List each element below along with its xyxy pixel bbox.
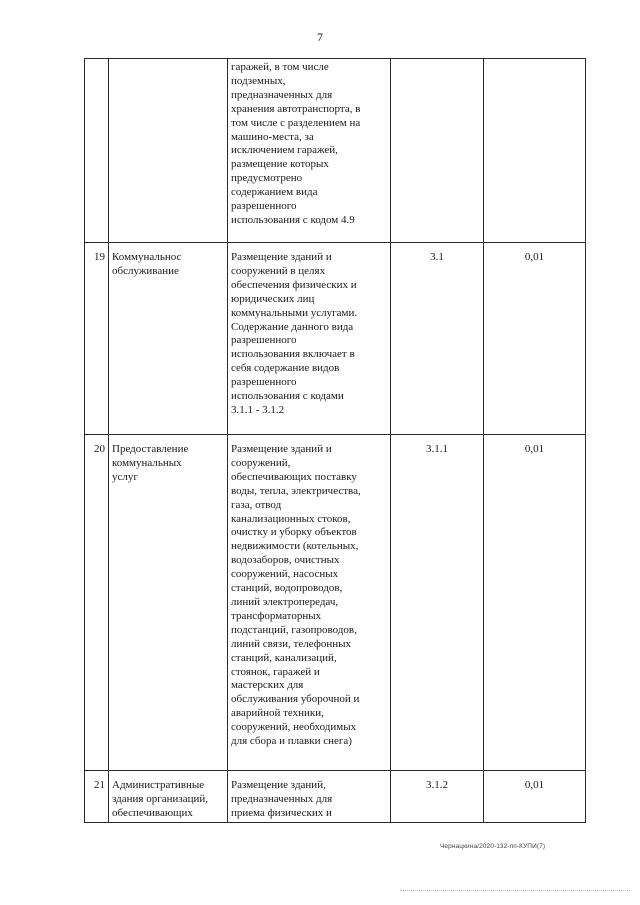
use-description-cell: Размещение зданий, предназначенных для приема физических и <box>228 771 391 823</box>
table-row <box>85 243 586 435</box>
row-number-cell: 20 <box>85 435 109 771</box>
use-name-cell <box>109 59 228 243</box>
page-number: 7 <box>317 30 323 44</box>
table-row <box>85 435 586 771</box>
use-description-cell: Размещение зданий и сооружений в целях обеспечения физических и юридических лиц коммунальными услугами. Содержание данного вида разрешенного использования включает в себя содержание видов разрешенного использования с кодами 3.1.1 - 3.1.2 <box>228 243 391 435</box>
use-name-cell: Административные здания организаций, обеспечивающих <box>109 771 228 823</box>
use-code-cell: 3.1 <box>391 243 484 435</box>
use-code-cell <box>391 59 484 243</box>
table-row <box>85 771 586 823</box>
use-value-cell: 0,01 <box>484 243 586 435</box>
table-row <box>85 59 586 243</box>
row-number-cell: 21 <box>85 771 109 823</box>
use-description-cell: Размещение зданий и сооружений, обеспечивающих поставку воды, тепла, электричества, газа, отвод канализационных стоков, очистку и уборку объектов недвижимости (котельных, водозаборов, очистных сооружений, насосных станций, водопроводов, линий электропередач, трансформаторных подстанций, газопроводов, линий связи, телефонных станций, канализаций, стоянок, гаражей и мастерских для обслуживания уборочной и аварийной техники, сооружений, необходимых для сбора и плавки снега) <box>228 435 391 771</box>
use-value-cell: 0,01 <box>484 771 586 823</box>
row-number-cell: 19 <box>85 243 109 435</box>
use-code-cell: 3.1.1 <box>391 435 484 771</box>
use-value-cell: 0,01 <box>484 435 586 771</box>
use-name-cell: Предоставление коммунальных услуг <box>109 435 228 771</box>
row-number-cell <box>85 59 109 243</box>
document-reference: Чернацкина/2020-132-пп-КУПИ(7) <box>440 843 546 850</box>
land-use-table <box>84 58 586 823</box>
use-description-cell: гаражей, в том числе подземных, предназначенных для хранения автотранспорта, в том числе с разделением на машино-места, за исключением гаражей, размещение которых предусмотрено содержанием вида разрешенного использования с кодом 4.9 <box>228 59 391 243</box>
use-code-cell: 3.1.2 <box>391 771 484 823</box>
use-name-cell: Коммунальнос обслуживание <box>109 243 228 435</box>
scan-noise-divider <box>400 890 630 893</box>
use-value-cell <box>484 59 586 243</box>
